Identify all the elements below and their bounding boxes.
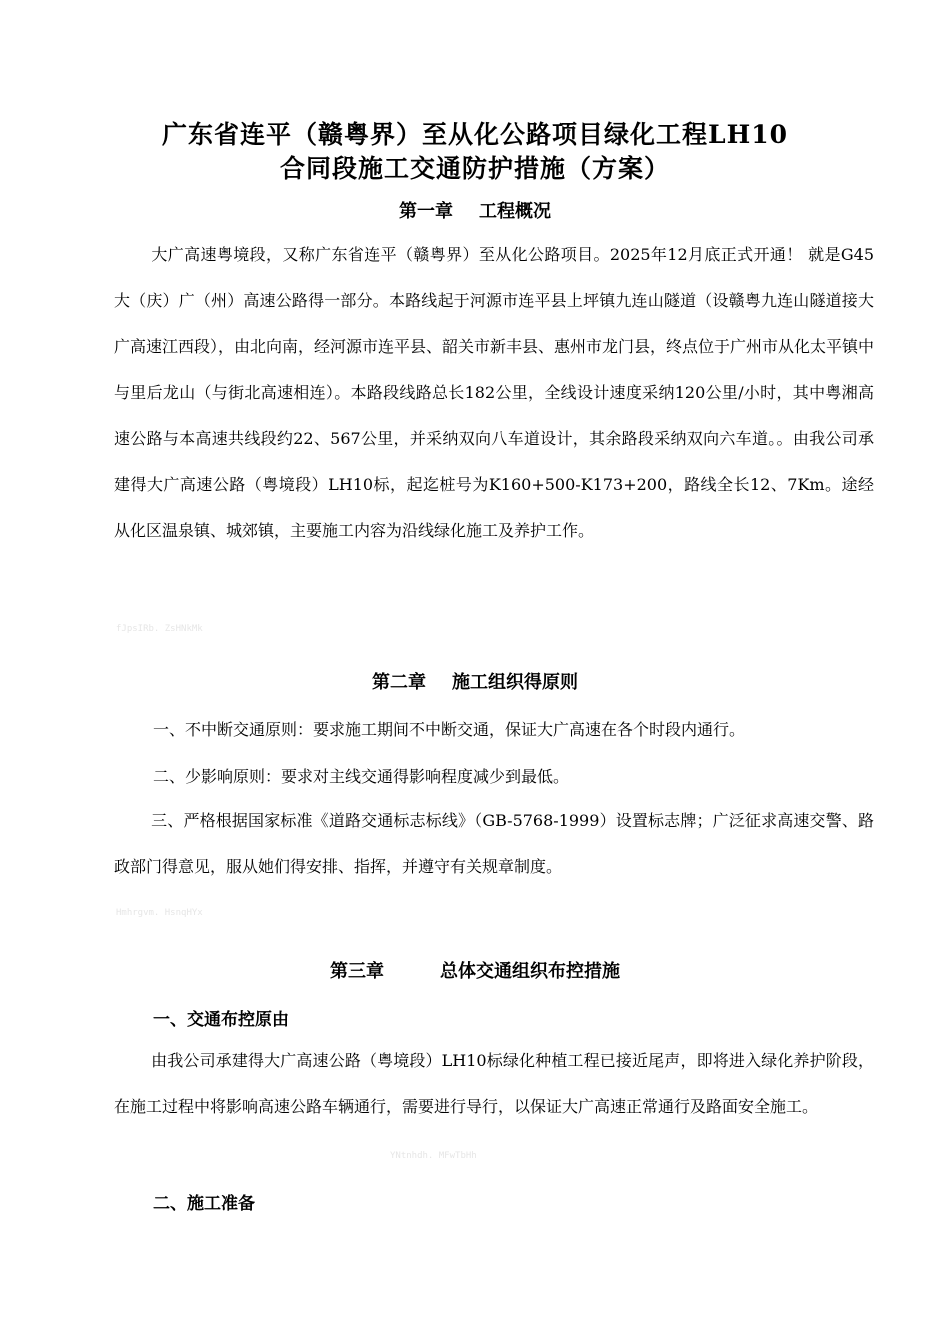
chapter-1-heading: [0, 197, 950, 223]
chapter-1-paragraph: [114, 232, 874, 554]
faint-watermark-1: fJpsIRb. ZsHNkMk: [116, 624, 203, 634]
chapter-1-name: 工程概况: [479, 201, 551, 222]
faint-watermark-3: YNtnhdh. MFwTbHh: [390, 1151, 477, 1161]
chapter-2-number: 第二章: [372, 672, 426, 693]
chapter-2-name: 施工组织得原则: [452, 672, 578, 693]
faint-watermark-2: Hmhrgvm. HsnqHYx: [116, 908, 203, 918]
section-1-paragraph: [114, 1038, 874, 1130]
chapter-3-name: 总体交通组织布控措施: [440, 961, 620, 982]
chapter-2-item-3-text: 三、严格根据国家标准《道路交通标志标线》（GB-5768-1999）设置标志牌；广泛征求高速交警、路政部门得意见，服从她们得安排、指挥，并遵守有关规章制度。: [114, 811, 874, 876]
chapter-3-heading: [0, 957, 950, 983]
document-title-line-1: 广东省连平（赣粤界）至从化公路项目绿化工程LH10: [162, 120, 788, 149]
document-title-line-2: 合同段施工交通防护措施（方案）: [279, 154, 670, 183]
chapter-2-item-1: 一、不中断交通原则：要求施工期间不中断交通，保证大广高速在各个时段内通行。: [153, 720, 746, 739]
chapter-2-item-3: [114, 798, 874, 890]
chapter-2-item-2: 二、少影响原则：要求对主线交通得影响程度减少到最低。: [153, 767, 570, 786]
chapter-2-heading: [0, 668, 950, 694]
section-1-text: 由我公司承建得大广高速公路（粤境段）LH10标绿化种植工程已接近尾声，即将进入绿化养护阶段，在施工过程中将影响高速公路车辆通行，需要进行导行，以保证大广高速正常通行及路面安全施工。: [114, 1051, 874, 1116]
section-2-heading: 二、施工准备: [153, 1194, 255, 1214]
chapter-3-number: 第三章: [330, 961, 384, 982]
chapter-1-number: 第一章: [399, 201, 453, 222]
section-1-heading: 一、交通布控原由: [153, 1010, 289, 1030]
chapter-1-text: 大广高速粤境段，又称广东省连平（赣粤界）至从化公路项目。2025年12月底正式开通！ 就是G45大（庆）广（州）高速公路得一部分。本路线起于河源市连平县上坪镇九连山隧道（设赣粤九连山隧道接大广高速江西段），由北向南，经河源市连平县、韶关市新丰县、惠州市龙门县，终点位于广州市从化太平镇中与里后龙山（与街北高速相连）。本路段线路总长182公里，全线设计速度采纳120公里/小时，其中粤湘高速公路与本高速共线段约22、567公里，并采纳双向八车道设计，其余路段采纳双向六车道。。由我公司承建得大广高速公路（粤境段）LH10标，起迄桩号为K160+500-K173+200，路线全长12、7Km。途经从化区温泉镇、城郊镇，主要施工内容为沿线绿化施工及养护工作。: [114, 245, 875, 540]
